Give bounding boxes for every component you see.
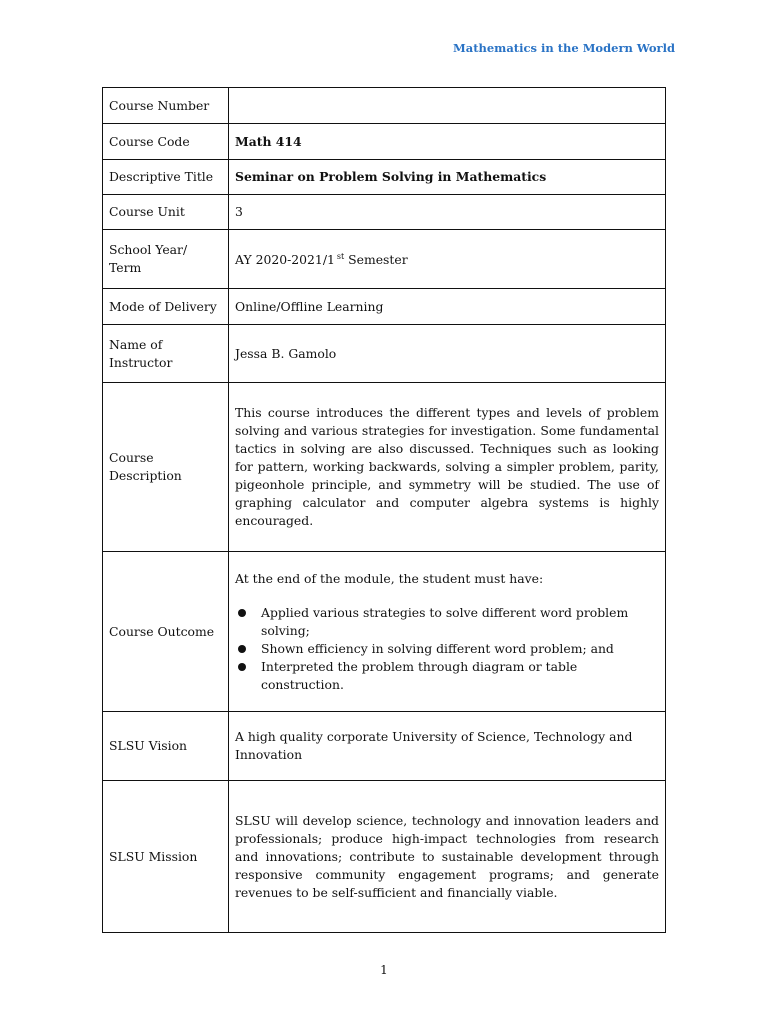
label-course-code: Course Code: [103, 124, 229, 160]
outcome-text: Shown efficiency in solving different word problem; and: [261, 640, 614, 656]
row-descriptive-title: [103, 160, 666, 195]
label-course-description: Course Description: [103, 383, 229, 552]
value-mission: SLSU will develop science, technology and innovation leaders and professionals; produce high-impact technologies from research and innovations; contribute to sustainable development through responsive community engagement programs; and generate revenues to be self-sufficient and financially viable.: [229, 781, 666, 933]
page-number: 1: [380, 963, 388, 977]
value-course-description: This course introduces the different types and levels of problem solving and various strategies for investigation. Some fundamental tactics in solving are also discussed. Techniques such as looking for pattern, working backwards, solving a simpler problem, parity, pigeonhole principle, and symmetry will be studied. The use of graphing calculator and computer algebra systems is highly encouraged.: [229, 383, 666, 552]
row-course-code: [103, 124, 666, 160]
outcome-list: [235, 604, 659, 694]
label-course-outcome: Course Outcome: [103, 552, 229, 712]
label-course-number: Course Number: [103, 88, 229, 124]
label-vision: SLSU Vision: [103, 712, 229, 781]
running-header: Mathematics in the Modern World: [453, 41, 675, 55]
value-mode-of-delivery: Online/Offline Learning: [229, 289, 666, 325]
row-school-year: [103, 230, 666, 289]
row-course-number: [103, 88, 666, 124]
row-course-description: [103, 383, 666, 552]
list-item: [235, 604, 659, 640]
value-school-year: [229, 230, 666, 289]
value-instructor: Jessa B. Gamolo: [229, 325, 666, 383]
list-item: [235, 658, 659, 694]
label-descriptive-title: Descriptive Title: [103, 160, 229, 195]
row-mode-of-delivery: [103, 289, 666, 325]
outcome-text: Applied various strategies to solve different word problem solving;: [261, 604, 629, 638]
label-instructor: Name of Instructor: [103, 325, 229, 383]
list-item: [235, 640, 659, 658]
label-mission: SLSU Mission: [103, 781, 229, 933]
bullet-icon: [238, 609, 246, 617]
label-course-unit: Course Unit: [103, 195, 229, 230]
label-school-year: School Year/ Term: [103, 230, 229, 289]
row-vision: [103, 712, 666, 781]
row-course-unit: [103, 195, 666, 230]
value-vision: A high quality corporate University of Science, Technology and Innovation: [229, 712, 666, 781]
row-course-outcome: [103, 552, 666, 712]
school-year-ordinal: st: [336, 252, 345, 262]
outcome-text: Interpreted the problem through diagram or table construction.: [261, 658, 578, 692]
school-year-term: Semester: [348, 252, 408, 268]
school-year-text: AY 2020-2021/1: [235, 252, 335, 268]
value-course-code: Math 414: [229, 124, 666, 160]
value-descriptive-title: Seminar on Problem Solving in Mathematics: [229, 160, 666, 195]
row-mission: [103, 781, 666, 933]
row-instructor: [103, 325, 666, 383]
outcome-intro: At the end of the module, the student must have:: [235, 570, 544, 586]
value-course-number: [229, 88, 666, 124]
bullet-icon: [238, 645, 246, 653]
label-mode-of-delivery: Mode of Delivery: [103, 289, 229, 325]
course-info-table: [102, 87, 666, 933]
value-course-unit: 3: [229, 195, 666, 230]
bullet-icon: [238, 663, 246, 671]
value-course-outcome: [229, 552, 666, 712]
